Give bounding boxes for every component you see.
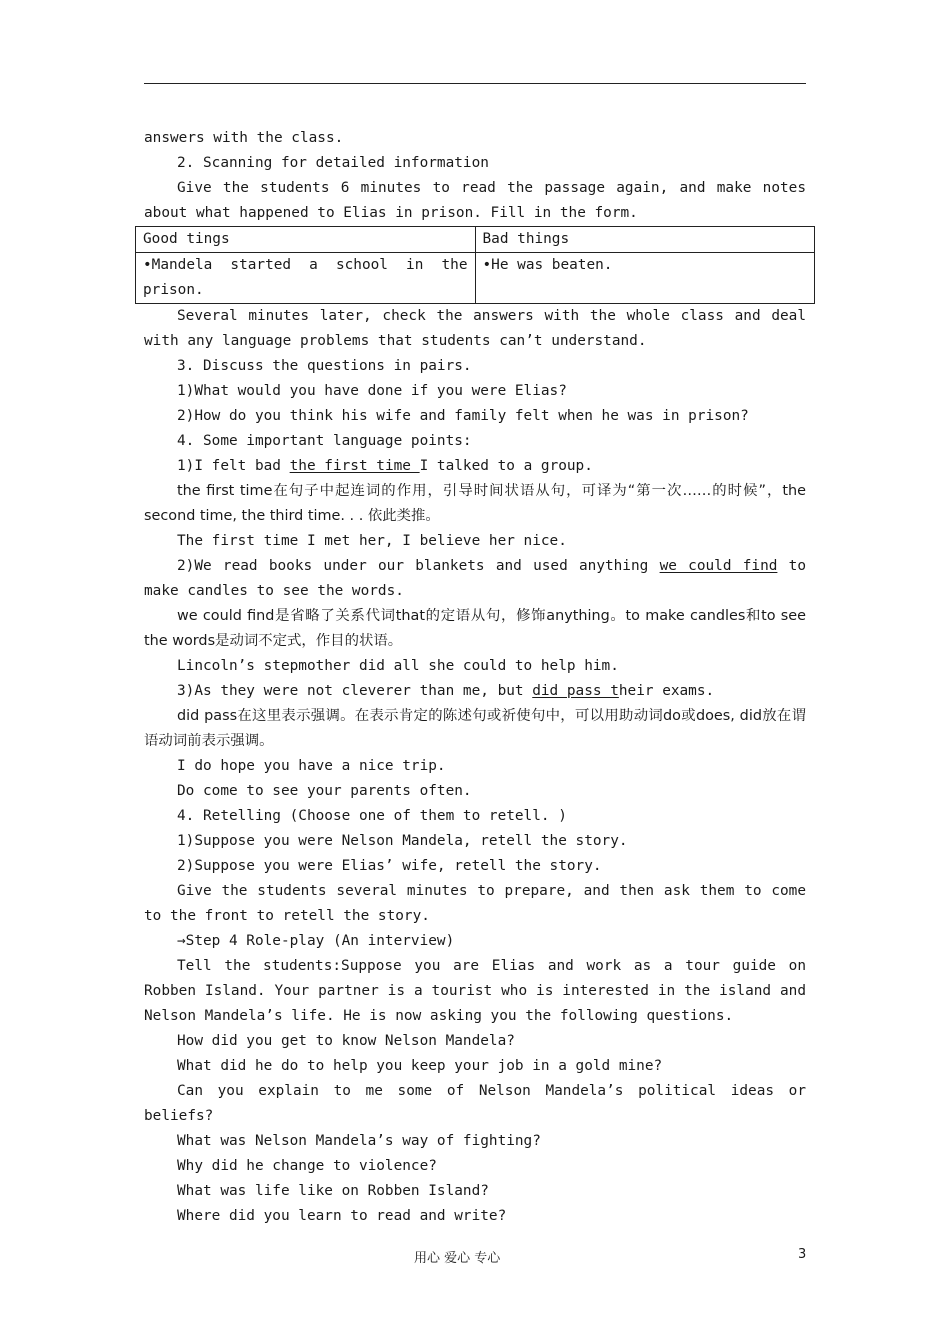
step-heading: →Step 4 Role-play (An interview) xyxy=(177,933,455,949)
example-sentence: Lincoln’s stepmother did all she could to help him. xyxy=(177,658,619,674)
example-sentence: The first time I met her, I believe her nice. xyxy=(177,533,567,549)
text-run: I talked to a group. xyxy=(419,458,593,474)
question: 1)What would you have done if you were Elias? xyxy=(177,383,567,399)
underlined-phrase: we could find xyxy=(659,558,778,574)
text-run: to make candles to see the words. xyxy=(144,558,806,599)
language-point xyxy=(144,454,806,479)
table-header-bad: Bad things xyxy=(475,227,815,253)
explanation: the first time在句子中起连词的作用，引导时间状语从句，可译为“第一次……的时候”，the second time, the third time. . . 依此类推。 xyxy=(144,483,806,524)
list-item: 2)Suppose you were Elias’ wife, retell the story. xyxy=(177,858,602,874)
table-row xyxy=(136,253,815,304)
table-header-good: Good tings xyxy=(136,227,476,253)
underlined-phrase: did pass t xyxy=(532,683,619,699)
example-sentence: Do come to see your parents often. xyxy=(177,783,472,799)
footer-motto: 用心 爱心 专心 xyxy=(414,1251,501,1266)
interview-question: Why did he change to violence? xyxy=(177,1158,437,1174)
interview-question: What did he do to help you keep your job in a gold mine? xyxy=(177,1058,663,1074)
page-number: 3 xyxy=(798,1247,807,1262)
interview-question: Where did you learn to read and write? xyxy=(177,1208,507,1224)
text-run: heir exams. xyxy=(618,683,715,699)
section-heading: 4. Some important language points: xyxy=(177,433,472,449)
question: 2)How do you think his wife and family felt when he was in prison? xyxy=(177,408,749,424)
table-cell-bad: •He was beaten. xyxy=(475,253,815,304)
paragraph: Give the students several minutes to prepare, and then ask them to come to the front to retell the story. xyxy=(144,883,806,924)
paragraph: answers with the class. xyxy=(144,130,344,146)
table-cell-good: •Mandela started a school in the prison. xyxy=(136,253,476,304)
interview-question: How did you get to know Nelson Mandela? xyxy=(177,1033,515,1049)
document-body xyxy=(144,126,806,1229)
text-run: 2)We read books under our blankets and used anything xyxy=(177,558,660,574)
example-sentence: I do hope you have a nice trip. xyxy=(177,758,446,774)
explanation: we could find是省略了关系代词that的定语从句，修饰anything。to make candles和to see the words是动词不定式，作目的状语。 xyxy=(144,608,806,649)
explanation: did pass在这里表示强调。在表示肯定的陈述句或祈使句中，可以用助动词do或does, did放在谓语动词前表示强调。 xyxy=(144,708,806,749)
language-point xyxy=(144,679,806,704)
notes-table xyxy=(135,226,815,304)
interview-question: What was Nelson Mandela’s way of fighting? xyxy=(177,1133,541,1149)
interview-question: Can you explain to me some of Nelson Mandela’s political ideas or beliefs? xyxy=(144,1083,806,1124)
text-run: 1)I felt bad xyxy=(177,458,290,474)
section-heading: 4. Retelling (Choose one of them to retell. ) xyxy=(177,808,567,824)
paragraph: Several minutes later, check the answers with the whole class and deal with any language problems that students can’t understand. xyxy=(144,308,806,349)
text-run: 3)As they were not cleverer than me, but xyxy=(177,683,533,699)
underlined-phrase: the first time xyxy=(289,458,420,474)
language-point xyxy=(144,554,806,604)
section-heading: 3. Discuss the questions in pairs. xyxy=(177,358,472,374)
interview-question: What was life like on Robben Island? xyxy=(177,1183,489,1199)
paragraph: Give the students 6 minutes to read the passage again, and make notes about what happened to Elias in prison. Fill in the form. xyxy=(144,180,806,221)
table-row xyxy=(136,227,815,253)
list-item: 1)Suppose you were Nelson Mandela, retell the story. xyxy=(177,833,628,849)
paragraph: Tell the students:Suppose you are Elias and work as a tour guide on Robben Island. Your partner is a tourist who is interested in the island and Nelson Mandela’s life. He is now asking you the following questions. xyxy=(144,958,806,1024)
section-heading: 2. Scanning for detailed information xyxy=(177,155,489,171)
header-rule xyxy=(144,83,806,84)
